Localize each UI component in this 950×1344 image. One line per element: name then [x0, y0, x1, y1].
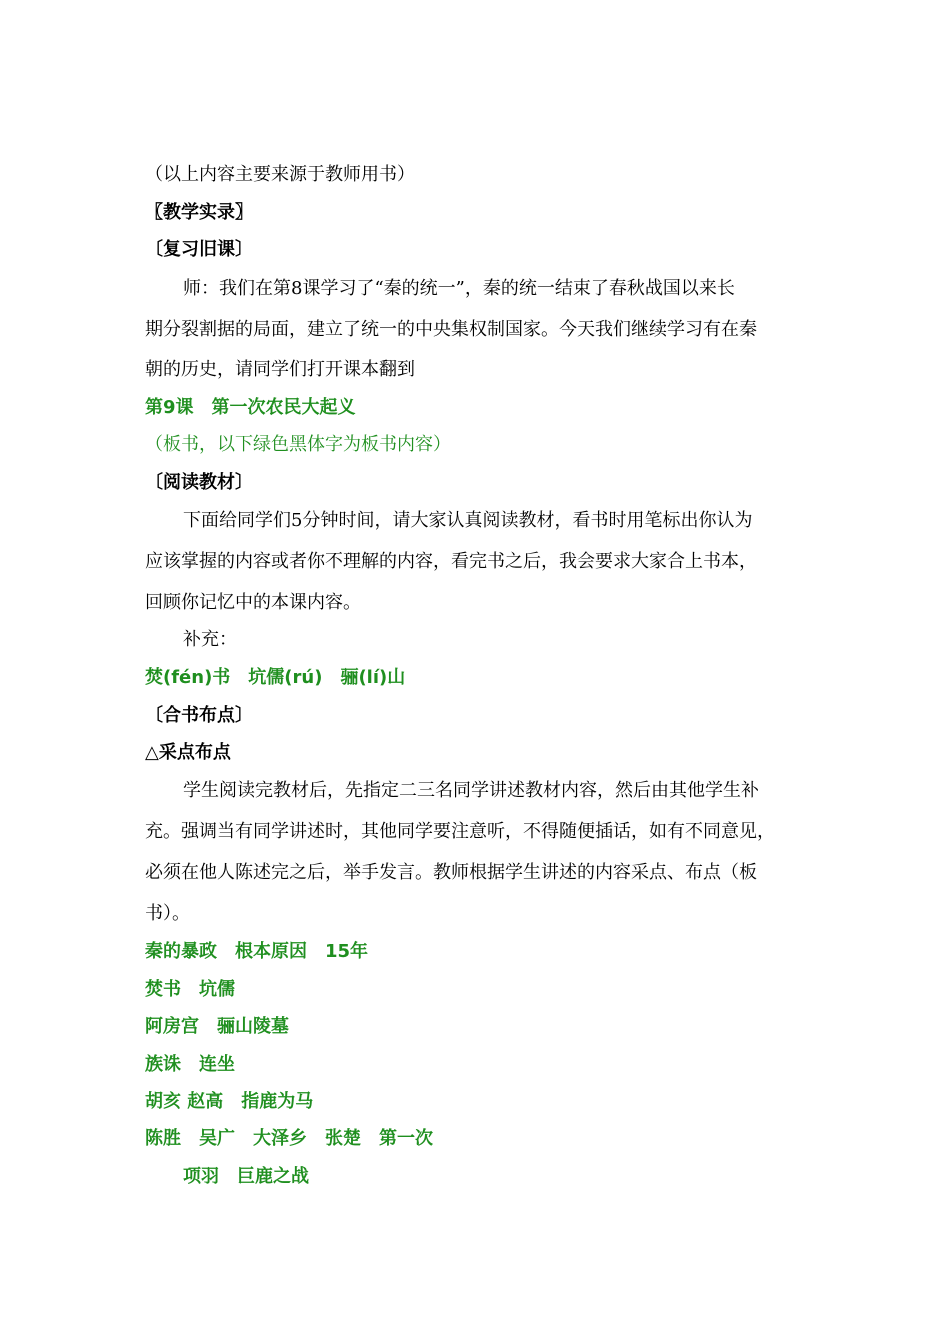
board-item: 焚书 坑儒 — [145, 979, 235, 1000]
paragraph-line: 书）。 — [145, 903, 190, 924]
board-item: 项羽 巨鹿之战 — [183, 1166, 309, 1187]
pinyin-line: 焚(fén)书 坑儒(rú) 骊(lí)山 — [145, 667, 406, 688]
subheading-points: △采点布点 — [145, 742, 231, 763]
section-heading-teaching-record: 〖教学实录〗 — [145, 202, 253, 223]
subheading-closed-book: 〔合书布点〕 — [145, 705, 253, 726]
board-item: 秦的暴政 根本原因 15年 — [145, 941, 369, 962]
board-item: 陈胜 吴广 大泽乡 张楚 第一次 — [145, 1128, 433, 1149]
subheading-review: 〔复习旧课〕 — [145, 239, 253, 260]
paragraph-line: 朝的历史，请同学们打开课本翻到 — [145, 359, 415, 380]
paragraph-line: 回顾你记忆中的本课内容。 — [145, 592, 361, 613]
source-note: （以上内容主要来源于教师用书） — [145, 164, 415, 185]
paragraph-line: 充。强调当有同学讲述时，其他同学要注意听，不得随便插话，如有不同意见， — [145, 821, 775, 842]
paragraph-line: 期分裂割据的局面，建立了统一的中央集权制国家。今天我们继续学习有在秦 — [145, 319, 757, 340]
board-item: 胡亥 赵高 指鹿为马 — [145, 1091, 314, 1112]
paragraph-line: 学生阅读完教材后，先指定二三名同学讲述教材内容，然后由其他学生补 — [183, 780, 759, 801]
lesson-title: 第9课 第一次农民大起义 — [145, 397, 356, 418]
board-item: 阿房宫 骊山陵墓 — [145, 1016, 289, 1037]
board-note: （板书，以下绿色黑体字为板书内容） — [145, 434, 451, 455]
board-item: 族诛 连坐 — [145, 1054, 235, 1075]
paragraph-line: 必须在他人陈述完之后，举手发言。教师根据学生讲述的内容采点、布点（板 — [145, 862, 757, 883]
supplement-label: 补充： — [183, 629, 237, 650]
paragraph-line: 师：我们在第8课学习了“秦的统一”，秦的统一结束了春秋战国以来长 — [183, 278, 735, 299]
paragraph-line: 应该掌握的内容或者你不理解的内容，看完书之后，我会要求大家合上书本， — [145, 551, 757, 572]
subheading-reading: 〔阅读教材〕 — [145, 472, 253, 493]
paragraph-line: 下面给同学们5分钟时间，请大家认真阅读教材，看书时用笔标出你认为 — [183, 510, 753, 531]
